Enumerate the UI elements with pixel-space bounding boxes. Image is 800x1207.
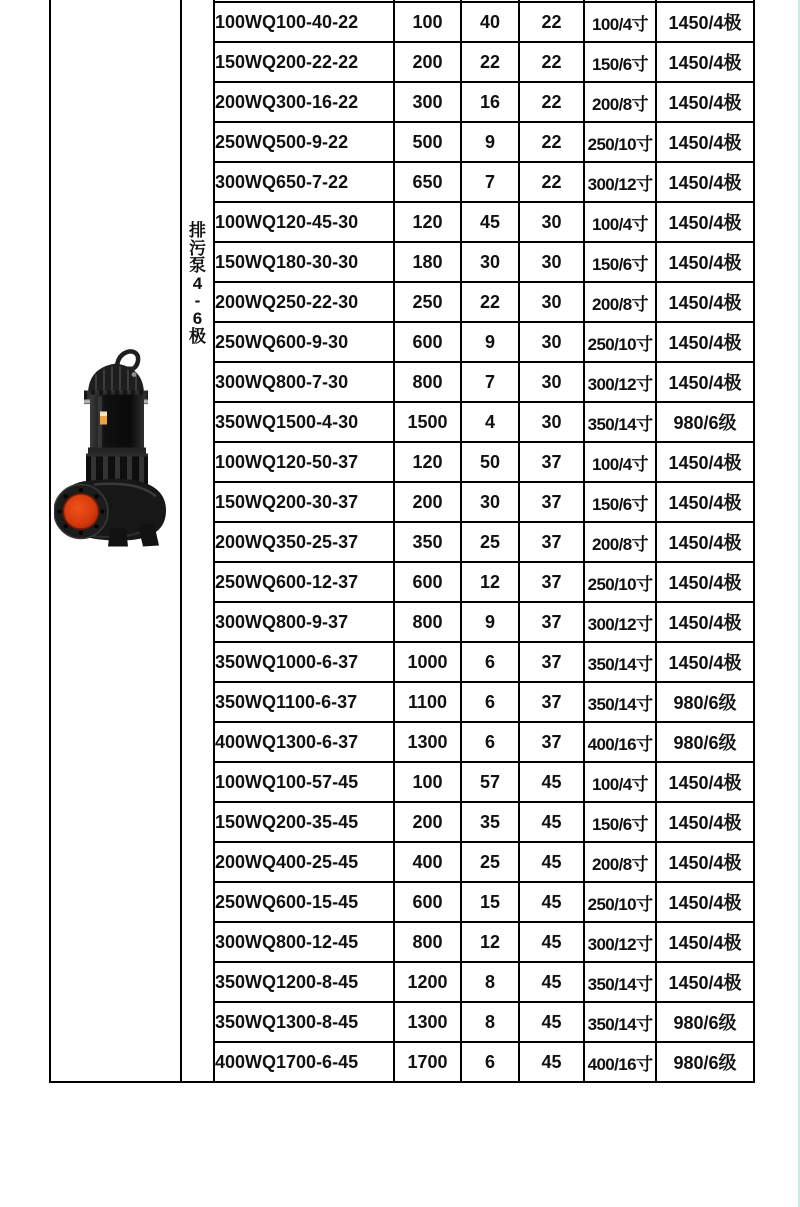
cell-power: 45	[519, 922, 584, 962]
cell-flow: 200	[394, 482, 461, 522]
cell-power: 45	[519, 802, 584, 842]
cell-outlet: 250/10寸	[584, 882, 656, 922]
cell-flow: 1200	[394, 962, 461, 1002]
cell-outlet: 400/16寸	[584, 722, 656, 762]
cell-speed: 980/6级	[656, 1002, 754, 1042]
cell-outlet: 350/14寸	[584, 402, 656, 442]
cell-power: 37	[519, 482, 584, 522]
category-label-char: -	[194, 291, 201, 311]
cell-outlet: 150/6寸	[584, 42, 656, 82]
cell-power: 37	[519, 602, 584, 642]
cell-model: 150WQ200-35-45	[214, 802, 394, 842]
cell-outlet: 350/14寸	[584, 962, 656, 1002]
cell-outlet: 200/8寸	[584, 82, 656, 122]
cell-model: 150WQ180-30-30	[214, 242, 394, 282]
cell-flow: 200	[394, 42, 461, 82]
cell-model: 300WQ800-12-45	[214, 922, 394, 962]
cell-head: 12	[461, 562, 519, 602]
cell-flow: 120	[394, 202, 461, 242]
cell-speed: 1450/4极	[656, 202, 754, 242]
cell-speed: 1450/4极	[656, 162, 754, 202]
cell-flow: 300	[394, 82, 461, 122]
cell-power: 37	[519, 642, 584, 682]
cell-head: 4	[461, 402, 519, 442]
cell-model: 200WQ350-25-37	[214, 522, 394, 562]
cell-model: 150WQ200-30-37	[214, 482, 394, 522]
cell-outlet: 400/16寸	[584, 1042, 656, 1082]
cell-speed: 1450/4极	[656, 522, 754, 562]
cell-power: 45	[519, 1042, 584, 1082]
cell-power: 22	[519, 82, 584, 122]
cell-speed: 1450/4极	[656, 242, 754, 282]
cell-head: 30	[461, 242, 519, 282]
cell-power: 22	[519, 2, 584, 42]
cell-model: 300WQ800-9-37	[214, 602, 394, 642]
category-label-char: 极	[189, 326, 206, 346]
cell-outlet: 200/8寸	[584, 282, 656, 322]
cell-outlet: 200/8寸	[584, 522, 656, 562]
cell-speed: 1450/4极	[656, 802, 754, 842]
cell-power: 22	[519, 162, 584, 202]
category-label-char: 排	[189, 221, 206, 240]
cell-speed: 1450/4极	[656, 882, 754, 922]
cell-power: 30	[519, 202, 584, 242]
cell-head: 15	[461, 882, 519, 922]
cell-speed: 1450/4极	[656, 562, 754, 602]
cell-flow: 1100	[394, 682, 461, 722]
cell-flow: 120	[394, 442, 461, 482]
cell-head: 40	[461, 2, 519, 42]
cell-power: 37	[519, 442, 584, 482]
cell-flow: 600	[394, 322, 461, 362]
cell-flow: 100	[394, 762, 461, 802]
cell-head: 57	[461, 762, 519, 802]
cell-flow: 800	[394, 922, 461, 962]
cell-flow: 800	[394, 362, 461, 402]
cell-speed: 1450/4极	[656, 962, 754, 1002]
cell-speed: 1450/4极	[656, 482, 754, 522]
cell-speed: 980/6级	[656, 722, 754, 762]
pump-photo	[54, 344, 172, 550]
cell-power: 22	[519, 122, 584, 162]
pump-photo-cell	[50, 0, 181, 1082]
cell-outlet: 100/4寸	[584, 202, 656, 242]
cell-outlet: 300/12寸	[584, 162, 656, 202]
cell-model: 100WQ100-40-22	[214, 2, 394, 42]
cell-model: 400WQ1700-6-45	[214, 1042, 394, 1082]
cell-flow: 100	[394, 2, 461, 42]
cell-model: 200WQ300-16-22	[214, 82, 394, 122]
cell-power: 37	[519, 562, 584, 602]
cell-flow: 1500	[394, 402, 461, 442]
cell-outlet: 150/6寸	[584, 242, 656, 282]
cell-speed: 1450/4极	[656, 442, 754, 482]
cell-model: 300WQ650-7-22	[214, 162, 394, 202]
category-label	[182, 222, 213, 345]
pump-outlet-opening	[64, 494, 99, 529]
cell-model: 100WQ120-45-30	[214, 202, 394, 242]
cell-model: 350WQ1500-4-30	[214, 402, 394, 442]
cell-head: 35	[461, 802, 519, 842]
cell-head: 9	[461, 122, 519, 162]
cell-model: 100WQ100-57-45	[214, 762, 394, 802]
cell-flow: 200	[394, 802, 461, 842]
cell-outlet: 250/10寸	[584, 122, 656, 162]
cell-speed: 1450/4极	[656, 642, 754, 682]
cell-head: 7	[461, 362, 519, 402]
cell-outlet: 100/4寸	[584, 762, 656, 802]
cell-flow: 1700	[394, 1042, 461, 1082]
cell-model: 100WQ120-50-37	[214, 442, 394, 482]
cell-power: 45	[519, 962, 584, 1002]
cell-flow: 1300	[394, 722, 461, 762]
cell-flow: 250	[394, 282, 461, 322]
cell-head: 12	[461, 922, 519, 962]
cell-flow: 400	[394, 842, 461, 882]
cell-speed: 1450/4极	[656, 762, 754, 802]
cell-speed: 980/6级	[656, 402, 754, 442]
category-label-char: 6	[192, 308, 203, 328]
cell-head: 6	[461, 642, 519, 682]
cell-outlet: 300/12寸	[584, 602, 656, 642]
cell-outlet: 250/10寸	[584, 322, 656, 362]
cell-model: 150WQ200-22-22	[214, 42, 394, 82]
cell-outlet: 150/6寸	[584, 482, 656, 522]
cell-head: 9	[461, 602, 519, 642]
cell-head: 7	[461, 162, 519, 202]
cell-power: 45	[519, 1002, 584, 1042]
cell-model: 350WQ1100-6-37	[214, 682, 394, 722]
cell-outlet: 350/14寸	[584, 642, 656, 682]
cell-model: 200WQ400-25-45	[214, 842, 394, 882]
cell-head: 22	[461, 282, 519, 322]
cell-power: 37	[519, 522, 584, 562]
cell-head: 6	[461, 722, 519, 762]
cell-flow: 180	[394, 242, 461, 282]
cell-model: 350WQ1000-6-37	[214, 642, 394, 682]
cell-head: 25	[461, 842, 519, 882]
category-label-char: 4	[192, 273, 203, 293]
cell-model: 400WQ1300-6-37	[214, 722, 394, 762]
category-label-cell	[181, 0, 214, 1082]
cell-speed: 1450/4极	[656, 362, 754, 402]
cell-speed: 1450/4极	[656, 82, 754, 122]
cell-speed: 1450/4极	[656, 122, 754, 162]
cell-flow: 600	[394, 562, 461, 602]
cell-speed: 980/6级	[656, 682, 754, 722]
cell-outlet: 300/12寸	[584, 362, 656, 402]
cell-power: 45	[519, 842, 584, 882]
cell-power: 30	[519, 362, 584, 402]
cell-outlet: 200/8寸	[584, 842, 656, 882]
cell-outlet: 100/4寸	[584, 2, 656, 42]
pump-foot-left	[108, 529, 128, 547]
cell-flow: 350	[394, 522, 461, 562]
cell-head: 6	[461, 682, 519, 722]
cell-speed: 980/6级	[656, 1042, 754, 1082]
cell-model: 350WQ1200-8-45	[214, 962, 394, 1002]
cell-model: 200WQ250-22-30	[214, 282, 394, 322]
cell-outlet: 350/14寸	[584, 682, 656, 722]
category-label-char: 污	[189, 238, 206, 258]
cell-flow: 650	[394, 162, 461, 202]
cell-flow: 500	[394, 122, 461, 162]
cell-flow: 1300	[394, 1002, 461, 1042]
cell-speed: 1450/4极	[656, 322, 754, 362]
cell-power: 30	[519, 322, 584, 362]
cell-head: 8	[461, 962, 519, 1002]
cell-speed: 1450/4极	[656, 602, 754, 642]
cell-power: 30	[519, 402, 584, 442]
submersible-pump-illustration	[54, 344, 172, 550]
cell-outlet: 100/4寸	[584, 442, 656, 482]
cell-power: 30	[519, 242, 584, 282]
cell-power: 37	[519, 722, 584, 762]
category-label-char: 泵	[189, 256, 206, 276]
cell-outlet: 150/6寸	[584, 802, 656, 842]
cell-head: 16	[461, 82, 519, 122]
cell-flow: 800	[394, 602, 461, 642]
cell-model: 250WQ600-15-45	[214, 882, 394, 922]
cell-power: 45	[519, 762, 584, 802]
cell-power: 22	[519, 42, 584, 82]
cell-speed: 1450/4极	[656, 842, 754, 882]
cell-outlet: 250/10寸	[584, 562, 656, 602]
cell-head: 9	[461, 322, 519, 362]
cell-speed: 1450/4极	[656, 2, 754, 42]
cell-outlet: 300/12寸	[584, 922, 656, 962]
cell-model: 250WQ600-9-30	[214, 322, 394, 362]
cell-power: 30	[519, 282, 584, 322]
cell-outlet: 350/14寸	[584, 1002, 656, 1042]
cell-head: 22	[461, 42, 519, 82]
cell-speed: 1450/4极	[656, 42, 754, 82]
cell-speed: 1450/4极	[656, 282, 754, 322]
cell-flow: 600	[394, 882, 461, 922]
cell-power: 37	[519, 682, 584, 722]
cell-flow: 1000	[394, 642, 461, 682]
cell-model: 300WQ800-7-30	[214, 362, 394, 402]
cell-model: 250WQ600-12-37	[214, 562, 394, 602]
cell-head: 50	[461, 442, 519, 482]
cell-model: 350WQ1300-8-45	[214, 1002, 394, 1042]
cell-head: 8	[461, 1002, 519, 1042]
cell-head: 45	[461, 202, 519, 242]
cell-head: 30	[461, 482, 519, 522]
cell-head: 6	[461, 1042, 519, 1082]
cell-speed: 1450/4极	[656, 922, 754, 962]
cell-model: 250WQ500-9-22	[214, 122, 394, 162]
cell-power: 45	[519, 882, 584, 922]
cell-head: 25	[461, 522, 519, 562]
pump-spec-table	[49, 0, 755, 1083]
